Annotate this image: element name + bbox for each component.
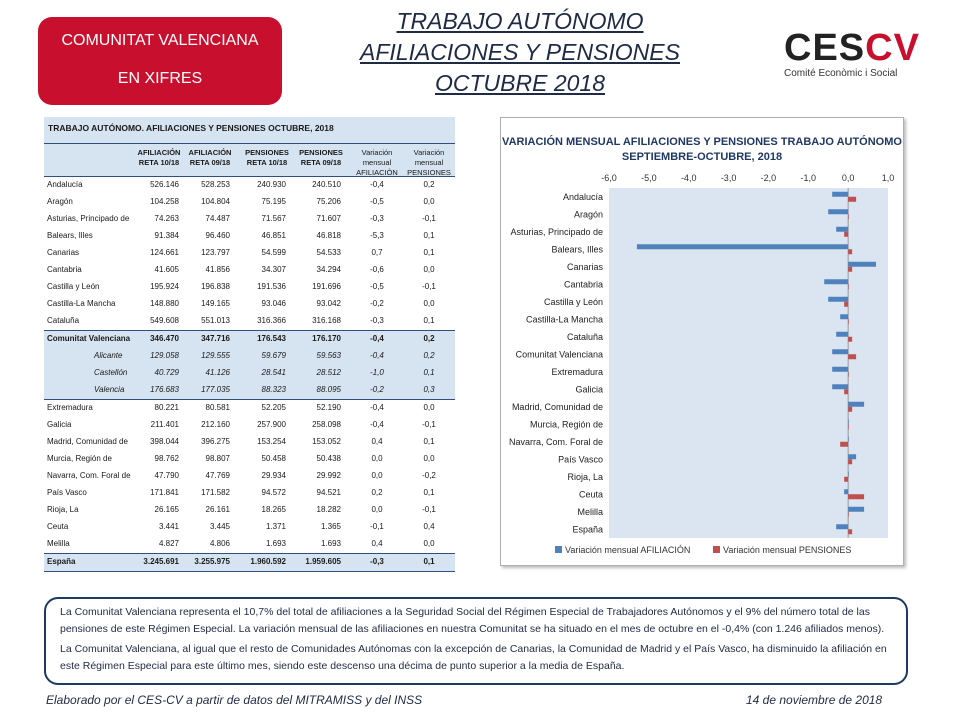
cell-value: -0,5 bbox=[370, 197, 384, 206]
cell-value: 26.161 bbox=[205, 505, 230, 514]
table-row bbox=[44, 519, 455, 536]
source-note: Elaborado por el CES-CV a partir de datos del MITRAMISS y del INSS bbox=[46, 693, 423, 707]
cell-value: 0,0 bbox=[423, 299, 435, 308]
bar-pensiones bbox=[848, 214, 849, 219]
cell-value: 398.044 bbox=[150, 437, 179, 446]
category-label: Extremadura bbox=[551, 366, 603, 377]
x-tick-label: -6,0 bbox=[601, 173, 617, 183]
cell-value: 41.126 bbox=[205, 368, 230, 377]
row-label: Asturias, Principado de bbox=[47, 214, 130, 223]
bar-afiliacion bbox=[848, 262, 876, 267]
bar-pensiones bbox=[848, 424, 849, 429]
cell-value: 18.282 bbox=[316, 505, 341, 514]
row-label: Andalucía bbox=[47, 180, 83, 189]
bar-pensiones bbox=[844, 389, 848, 394]
cell-value: 0,1 bbox=[423, 316, 435, 325]
cell-value: 240.930 bbox=[257, 180, 286, 189]
cell-value: 50.458 bbox=[261, 454, 286, 463]
title-line-2: AFILIACIONES Y PENSIONES bbox=[360, 39, 680, 65]
bar-afiliacion bbox=[836, 332, 848, 337]
page-title bbox=[330, 6, 710, 99]
bar-chart bbox=[501, 118, 903, 565]
table-row bbox=[44, 502, 455, 519]
cell-value: 98.807 bbox=[205, 454, 230, 463]
title-line-3: OCTUBRE 2018 bbox=[434, 70, 605, 96]
cell-value: 1.371 bbox=[265, 522, 286, 531]
row-label: Madrid, Comunidad de bbox=[47, 437, 128, 446]
cell-value: 18.265 bbox=[261, 505, 286, 514]
row-label: Navarra, Com. Foral de bbox=[47, 471, 131, 480]
category-label: Cantabria bbox=[563, 279, 603, 290]
table-header bbox=[44, 144, 455, 177]
cell-value: 0,1 bbox=[423, 368, 435, 377]
cell-value: 94.572 bbox=[261, 488, 286, 497]
logo-text-cv: CV bbox=[865, 27, 920, 69]
cell-value: 3.255.975 bbox=[194, 557, 230, 566]
cell-value: 0,1 bbox=[423, 557, 435, 566]
cell-value: 80.221 bbox=[154, 403, 179, 412]
cell-value: 129.058 bbox=[150, 351, 179, 360]
table-row bbox=[44, 382, 455, 399]
category-label: Melilla bbox=[577, 506, 603, 517]
bar-afiliacion bbox=[832, 384, 848, 389]
table-row bbox=[44, 228, 455, 245]
cell-value: 47.790 bbox=[154, 471, 179, 480]
cell-value: 1.959.605 bbox=[305, 557, 341, 566]
category-label: España bbox=[572, 524, 603, 535]
cell-value: -0,6 bbox=[370, 265, 384, 274]
summary-paragraph-2: La Comunitat Valenciana, al igual que el resto de Comunidades Autónomas con la excepción de Canarias, la Comunidad de Madrid y el País Vasco, ha disminuido la afiliación en este Régimen Especial para este último mes, siendo este descenso una décima de punto superior a la media de España. bbox=[60, 643, 887, 672]
cell-value: 123.797 bbox=[201, 248, 230, 257]
table-row bbox=[44, 313, 455, 330]
category-label: Castilla y León bbox=[543, 296, 603, 307]
row-label: Castellón bbox=[94, 368, 128, 377]
bar-afiliacion bbox=[836, 524, 848, 529]
legend-label: Variación mensual AFILIACIÓN bbox=[565, 545, 691, 555]
table-row bbox=[44, 536, 455, 553]
table-row bbox=[44, 177, 455, 194]
cell-value: 34.307 bbox=[261, 265, 286, 274]
row-label: Canarias bbox=[47, 248, 80, 257]
cell-value: -0,3 bbox=[370, 316, 384, 325]
table-header-cell: Variación mensual PENSIONES bbox=[407, 148, 451, 177]
cell-value: -0,4 bbox=[370, 420, 384, 429]
cell-value: 551.013 bbox=[201, 316, 230, 325]
table-header-cell: AFILIACIÓN RETA 09/18 bbox=[188, 148, 232, 167]
cell-value: 0,4 bbox=[371, 437, 383, 446]
bar-pensiones bbox=[848, 284, 849, 289]
cell-value: -0,2 bbox=[370, 299, 384, 308]
bar-pensiones bbox=[848, 337, 852, 342]
cell-value: 153.254 bbox=[257, 437, 286, 446]
bar-pensiones bbox=[848, 267, 852, 272]
cell-value: 28.512 bbox=[316, 368, 341, 377]
table-row bbox=[44, 451, 455, 468]
plot-area bbox=[609, 188, 888, 538]
category-label: Ceuta bbox=[578, 489, 603, 500]
cell-value: 0,4 bbox=[423, 522, 435, 531]
row-label: Comunitat Valenciana bbox=[47, 334, 131, 343]
table-row bbox=[44, 194, 455, 211]
legend-swatch bbox=[555, 546, 562, 553]
cell-value: 59.563 bbox=[316, 351, 341, 360]
cell-value: -0,4 bbox=[370, 180, 384, 189]
bar-pensiones bbox=[848, 372, 849, 377]
table-row bbox=[44, 279, 455, 296]
chart-title: VARIACIÓN MENSUAL AFILIACIONES Y PENSIONES TRABAJO AUTÓNOMO SEPTIEMBRE-OCTUBRE, 2018 bbox=[502, 136, 902, 163]
row-label: Rioja, La bbox=[47, 505, 79, 514]
table-row bbox=[44, 434, 455, 451]
category-label: Galicia bbox=[575, 384, 603, 395]
category-label: Aragón bbox=[573, 209, 603, 220]
bar-pensiones bbox=[844, 232, 848, 237]
bar-afiliacion bbox=[832, 367, 848, 372]
table-row bbox=[44, 553, 455, 572]
cell-value: 211.401 bbox=[150, 420, 179, 429]
cell-value: 153.052 bbox=[312, 437, 341, 446]
category-label: Comunitat Valenciana bbox=[515, 349, 603, 360]
bar-pensiones bbox=[848, 494, 864, 499]
bar-afiliacion bbox=[848, 419, 849, 424]
cell-value: 0,2 bbox=[423, 351, 435, 360]
category-label: País Vasco bbox=[558, 454, 603, 465]
table-row bbox=[44, 468, 455, 485]
cell-value: 0,0 bbox=[423, 454, 435, 463]
cell-value: 96.460 bbox=[205, 231, 230, 240]
bar-afiliacion bbox=[848, 454, 856, 459]
row-label: Galicia bbox=[47, 420, 72, 429]
bar-afiliacion bbox=[828, 209, 848, 214]
cell-value: 74.487 bbox=[205, 214, 230, 223]
cell-value: 75.195 bbox=[261, 197, 286, 206]
row-label: Valencia bbox=[94, 385, 125, 394]
bar-afiliacion bbox=[848, 437, 849, 442]
legend-swatch bbox=[713, 546, 720, 553]
cell-value: -5,3 bbox=[370, 231, 384, 240]
cell-value: 396.275 bbox=[201, 437, 230, 446]
cescv-logo bbox=[784, 28, 924, 84]
cell-value: 171.841 bbox=[150, 488, 179, 497]
cell-value: 26.165 bbox=[154, 505, 179, 514]
cell-value: 0,7 bbox=[371, 248, 383, 257]
cell-value: 176.170 bbox=[312, 334, 341, 343]
cell-value: 171.582 bbox=[201, 488, 230, 497]
cell-value: 0,2 bbox=[371, 488, 383, 497]
cell-value: 526.146 bbox=[150, 180, 179, 189]
x-tick-label: -5,0 bbox=[641, 173, 657, 183]
cell-value: -0,5 bbox=[370, 282, 384, 291]
bar-afiliacion bbox=[832, 349, 848, 354]
cell-value: 191.696 bbox=[312, 282, 341, 291]
cell-value: 0,0 bbox=[423, 539, 435, 548]
table-row bbox=[44, 330, 455, 348]
cell-value: -0,1 bbox=[422, 214, 436, 223]
cell-value: -0,2 bbox=[370, 385, 384, 394]
cell-value: 0,0 bbox=[423, 197, 435, 206]
region-badge bbox=[38, 17, 282, 105]
cell-value: 47.769 bbox=[205, 471, 230, 480]
cell-value: 257.900 bbox=[257, 420, 286, 429]
logo-subtitle: Comité Econòmic i Social bbox=[784, 68, 898, 79]
data-table bbox=[44, 117, 455, 572]
bar-afiliacion bbox=[832, 192, 848, 197]
cell-value: 212.160 bbox=[201, 420, 230, 429]
cell-value: 1.693 bbox=[320, 539, 341, 548]
category-label: Cataluña bbox=[566, 331, 603, 342]
cell-value: 177.035 bbox=[201, 385, 230, 394]
cell-value: 0,0 bbox=[371, 471, 383, 480]
table-row bbox=[44, 245, 455, 262]
cell-value: 195.924 bbox=[150, 282, 179, 291]
bar-afiliacion bbox=[637, 244, 848, 249]
category-label: Canarias bbox=[566, 261, 603, 272]
cell-value: 94.521 bbox=[316, 488, 341, 497]
cell-value: 176.683 bbox=[150, 385, 179, 394]
cell-value: 4.827 bbox=[158, 539, 179, 548]
table-header-cell: PENSIONES RETA 10/18 bbox=[245, 148, 289, 167]
cell-value: 1.960.592 bbox=[250, 557, 286, 566]
row-label: Alicante bbox=[94, 351, 123, 360]
bar-pensiones bbox=[840, 442, 848, 447]
category-label: Balears, Illes bbox=[551, 244, 603, 255]
category-label: Rioja, La bbox=[567, 471, 603, 482]
bar-pensiones bbox=[848, 249, 852, 254]
cell-value: 196.838 bbox=[201, 282, 230, 291]
badge-line-1: COMUNITAT VALENCIANA bbox=[61, 32, 259, 49]
cell-value: -0,1 bbox=[422, 282, 436, 291]
row-label: Balears, Illes bbox=[47, 231, 93, 240]
cell-value: 0,0 bbox=[423, 265, 435, 274]
x-tick-label: 1,0 bbox=[881, 173, 895, 183]
cell-value: -0,3 bbox=[370, 214, 384, 223]
cell-value: 0,4 bbox=[371, 539, 383, 548]
bar-pensiones bbox=[848, 354, 856, 359]
bar-afiliacion bbox=[848, 472, 849, 477]
table-row bbox=[44, 296, 455, 313]
bar-pensiones bbox=[848, 407, 852, 412]
table-header-cell: AFILIACIÓN RETA 10/18 bbox=[137, 148, 181, 167]
cell-value: 0,1 bbox=[423, 437, 435, 446]
cell-value: -0,4 bbox=[370, 351, 384, 360]
cell-value: 104.258 bbox=[150, 197, 179, 206]
category-label: Asturias, Principado de bbox=[510, 226, 603, 237]
summary-box bbox=[44, 597, 908, 685]
bar-afiliacion bbox=[828, 297, 848, 302]
bar-afiliacion bbox=[836, 227, 848, 232]
title-line-1: TRABAJO AUTÓNOMO bbox=[396, 8, 644, 34]
cell-value: 0,3 bbox=[423, 385, 435, 394]
row-label: Extremadura bbox=[47, 403, 93, 412]
cell-value: 3.441 bbox=[158, 522, 179, 531]
cell-value: 4.806 bbox=[209, 539, 230, 548]
cell-value: 54.533 bbox=[316, 248, 341, 257]
bar-pensiones bbox=[848, 529, 852, 534]
cell-value: 240.510 bbox=[312, 180, 341, 189]
cell-value: 71.607 bbox=[316, 214, 341, 223]
cell-value: 104.804 bbox=[201, 197, 230, 206]
cell-value: 346.470 bbox=[150, 334, 179, 343]
summary-paragraph-1: La Comunitat Valenciana representa el 10,7% del total de afiliaciones a la Seguridad Social del Régimen Especial de Trabajadores Autónomos y el 9% del número total de las pensiones de este Régimen Especial. La variación mensual de las afiliaciones en nuestra Comunitat se ha situado en el mes de octubre en el -0,4% (con 1.246 afiliados menos). bbox=[60, 606, 885, 635]
cell-value: 52.190 bbox=[316, 403, 341, 412]
cell-value: 0,2 bbox=[423, 180, 435, 189]
category-label: Andalucía bbox=[562, 191, 603, 202]
cell-value: 148.880 bbox=[150, 299, 179, 308]
bar-afiliacion bbox=[844, 489, 848, 494]
table-row bbox=[44, 485, 455, 502]
bar-pensiones bbox=[844, 477, 848, 482]
cell-value: -0,2 bbox=[422, 471, 436, 480]
cell-value: 3.445 bbox=[209, 522, 230, 531]
cell-value: 0,1 bbox=[423, 488, 435, 497]
cell-value: 91.384 bbox=[154, 231, 179, 240]
table-row bbox=[44, 211, 455, 228]
cell-value: 98.762 bbox=[154, 454, 179, 463]
cell-value: 0,0 bbox=[371, 505, 383, 514]
logo-text-ces: CES bbox=[784, 27, 866, 69]
row-label: Cantabria bbox=[47, 265, 82, 274]
x-tick-label: -3,0 bbox=[720, 173, 737, 183]
cell-value: 46.818 bbox=[316, 231, 341, 240]
cell-value: 0,1 bbox=[423, 248, 435, 257]
cell-value: 41.856 bbox=[205, 265, 230, 274]
row-label: Aragón bbox=[47, 197, 73, 206]
category-label: Madrid, Comunidad de bbox=[511, 401, 603, 412]
cell-value: 0,2 bbox=[423, 334, 435, 343]
row-label: Castilla-La Mancha bbox=[47, 299, 116, 308]
cell-value: 28.541 bbox=[261, 368, 286, 377]
cell-value: -1,0 bbox=[370, 368, 384, 377]
cell-value: 124.661 bbox=[150, 248, 179, 257]
cell-value: 41.605 bbox=[154, 265, 179, 274]
row-label: Castilla y León bbox=[47, 282, 100, 291]
cell-value: 191.536 bbox=[257, 282, 286, 291]
cell-value: 52.205 bbox=[261, 403, 286, 412]
cell-value: 0,1 bbox=[423, 231, 435, 240]
cell-value: -0,1 bbox=[422, 420, 436, 429]
category-label: Navarra, Com. Foral de bbox=[508, 436, 603, 447]
table-row bbox=[44, 262, 455, 279]
cell-value: 0,0 bbox=[423, 403, 435, 412]
cell-value: 3.245.691 bbox=[143, 557, 179, 566]
category-label: Castilla-La Mancha bbox=[525, 314, 603, 325]
legend-label: Variación mensual PENSIONES bbox=[723, 545, 852, 555]
cell-value: 50.438 bbox=[316, 454, 341, 463]
bar-pensiones bbox=[848, 319, 849, 324]
cell-value: 88.095 bbox=[316, 385, 341, 394]
cell-value: -0,4 bbox=[370, 334, 384, 343]
table-header-cell: PENSIONES RETA 09/18 bbox=[299, 148, 343, 167]
bar-afiliacion bbox=[848, 402, 864, 407]
chart-panel bbox=[500, 117, 904, 566]
category-label: Murcia, Región de bbox=[529, 419, 603, 430]
cell-value: 1.365 bbox=[320, 522, 341, 531]
cell-value: 549.608 bbox=[150, 316, 179, 325]
bar-afiliacion bbox=[840, 314, 848, 319]
table-row bbox=[44, 399, 455, 417]
row-label: Melilla bbox=[47, 539, 70, 548]
cell-value: -0,3 bbox=[370, 557, 384, 566]
cell-value: 347.716 bbox=[201, 334, 230, 343]
table-row bbox=[44, 348, 455, 365]
cell-value: 75.206 bbox=[316, 197, 341, 206]
cell-value: 1.693 bbox=[265, 539, 286, 548]
cell-value: 316.168 bbox=[312, 316, 341, 325]
table-row bbox=[44, 365, 455, 382]
table-row bbox=[44, 417, 455, 434]
bar-pensiones bbox=[848, 459, 852, 464]
cell-value: 316.366 bbox=[257, 316, 286, 325]
bar-pensiones bbox=[848, 197, 856, 202]
cell-value: 93.042 bbox=[316, 299, 341, 308]
cell-value: 93.046 bbox=[261, 299, 286, 308]
row-label: Ceuta bbox=[47, 522, 69, 531]
x-tick-label: 0,0 bbox=[841, 173, 855, 183]
x-tick-label: -2,0 bbox=[760, 173, 777, 183]
row-label: España bbox=[47, 557, 76, 566]
row-label: Cataluña bbox=[47, 316, 80, 325]
cell-value: 40.729 bbox=[154, 368, 179, 377]
bar-afiliacion bbox=[824, 279, 848, 284]
cell-value: 71.567 bbox=[261, 214, 286, 223]
badge-line-2: EN XIFRES bbox=[117, 70, 203, 87]
cell-value: 29.992 bbox=[316, 471, 341, 480]
cell-value: 129.555 bbox=[201, 351, 230, 360]
cell-value: 176.543 bbox=[257, 334, 286, 343]
row-label: País Vasco bbox=[47, 488, 87, 497]
bar-pensiones bbox=[844, 302, 848, 307]
cell-value: -0,1 bbox=[422, 505, 436, 514]
bar-afiliacion bbox=[848, 507, 864, 512]
cell-value: 88.323 bbox=[261, 385, 286, 394]
cell-value: 34.294 bbox=[316, 265, 341, 274]
cell-value: 149.165 bbox=[201, 299, 230, 308]
x-tick-label: -4,0 bbox=[680, 173, 697, 183]
row-label: Murcia, Región de bbox=[47, 454, 112, 463]
cell-value: -0,1 bbox=[370, 522, 384, 531]
bar-pensiones bbox=[848, 512, 849, 517]
cell-value: 258.098 bbox=[312, 420, 341, 429]
cell-value: 528.253 bbox=[201, 180, 230, 189]
table-body bbox=[44, 177, 455, 572]
cell-value: 0,0 bbox=[371, 454, 383, 463]
cell-value: 46.851 bbox=[261, 231, 286, 240]
x-tick-label: -1,0 bbox=[800, 173, 817, 183]
cell-value: 80.581 bbox=[205, 403, 230, 412]
cell-value: 59.679 bbox=[261, 351, 286, 360]
cell-value: -0,4 bbox=[370, 403, 384, 412]
cell-value: 74.263 bbox=[154, 214, 179, 223]
cell-value: 29.934 bbox=[261, 471, 286, 480]
table-header-cell: Variación mensual AFILIACIÓN bbox=[356, 148, 398, 177]
cell-value: 54.599 bbox=[261, 248, 286, 257]
table-title: TRABAJO AUTÓNOMO. AFILIACIONES Y PENSIONES OCTUBRE, 2018 bbox=[44, 117, 455, 144]
date-note: 14 de noviembre de 2018 bbox=[746, 693, 883, 707]
